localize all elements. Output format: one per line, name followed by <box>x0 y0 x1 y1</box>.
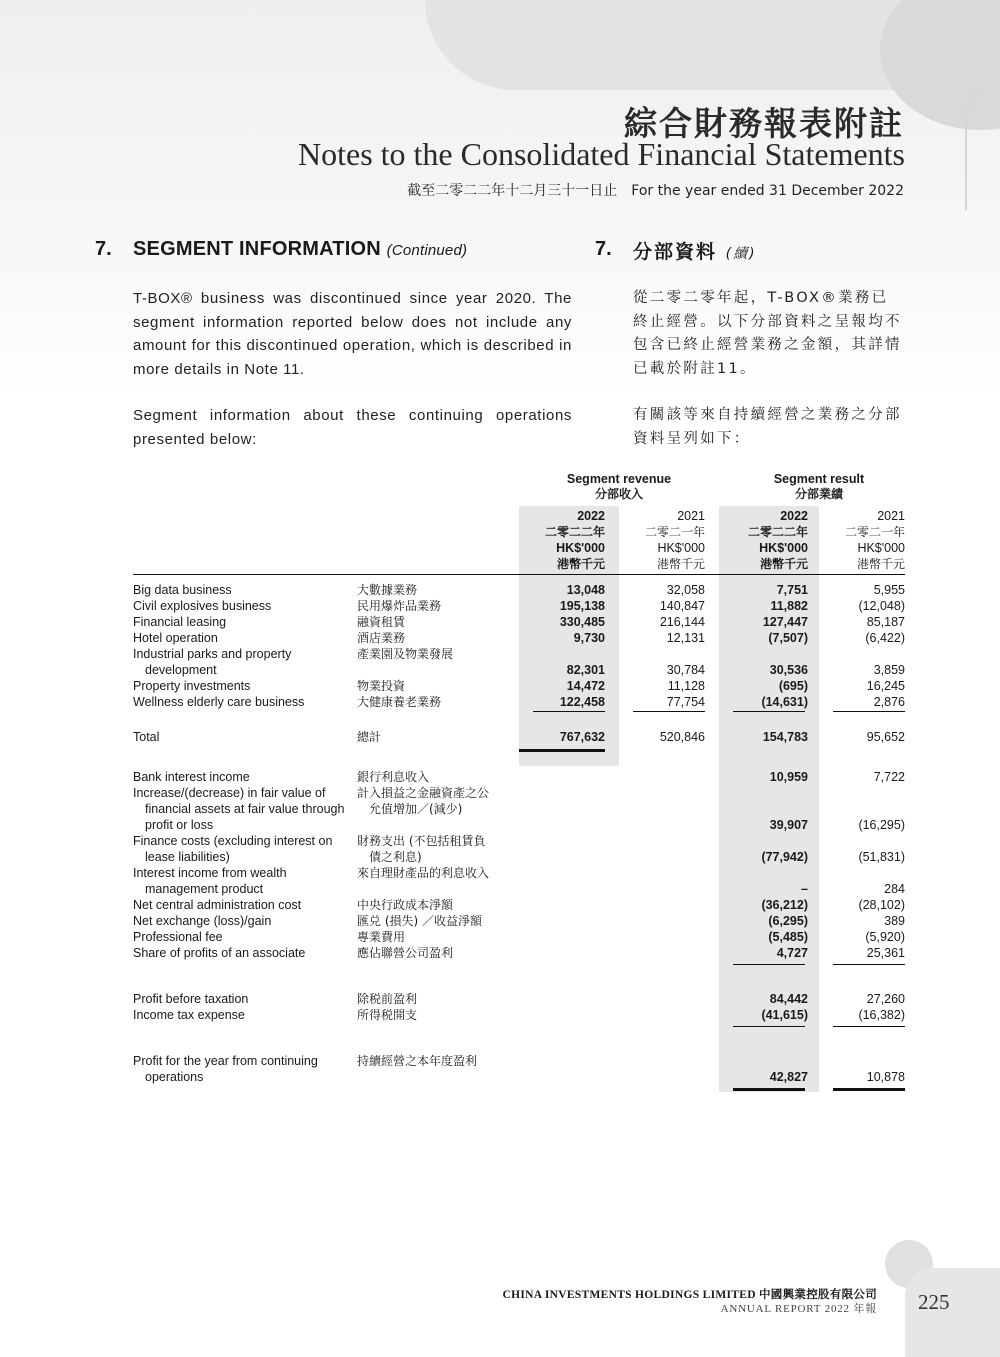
header-decor-line <box>965 80 1000 210</box>
row-value: 7,751 <box>776 583 808 597</box>
row-label-en <box>133 865 353 897</box>
row-value: (14,631) <box>761 695 808 709</box>
row-value: 10,959 <box>769 770 808 784</box>
column-year: 2021 <box>877 509 905 523</box>
row-label-line: development <box>145 663 217 677</box>
row-label-en <box>133 785 353 833</box>
column-unit-cn: 港幣千元 <box>656 557 705 571</box>
group-heading-revenue <box>545 472 693 502</box>
row-value: 39,907 <box>769 818 808 832</box>
row-label-en: Bank interest income <box>133 770 250 784</box>
column-year: 2022 <box>577 509 605 523</box>
row-label-cn: 酒店業務 <box>357 631 406 645</box>
row-label-en: Total <box>133 730 160 744</box>
row-value: (36,212) <box>761 898 808 912</box>
row-value: 12,131 <box>666 631 705 645</box>
column-year-cn: 二零二二年 <box>544 525 605 539</box>
subtotal-rule <box>533 711 605 712</box>
section-title-en-text: SEGMENT INFORMATION <box>133 238 381 260</box>
row-value: 216,144 <box>659 615 705 629</box>
paragraph-en-1: T-BOX® business was discontinued since year 2020. The segment information reported below does not include any amount for this discontinued operation, which is described in more details in Note 11. <box>133 290 572 378</box>
row-value: 284 <box>884 882 905 896</box>
row-value: (16,295) <box>858 818 905 832</box>
row-label-line: lease liabilities) <box>145 850 230 864</box>
column-unit-cn: 港幣千元 <box>556 557 605 571</box>
column-unit-cn: 港幣千元 <box>856 557 905 571</box>
row-label-line: 允值增加／(減少) <box>369 802 463 816</box>
row-label-en: Civil explosives business <box>133 599 272 613</box>
row-label-cn: 所得税開支 <box>357 1008 418 1022</box>
row-value: 16,245 <box>866 679 905 693</box>
page-title-en: Notes to the Consolidated Financial Statements <box>297 136 905 172</box>
subtotal-rule <box>833 964 905 965</box>
row-label-cn: 來自理財產品的利息收入 <box>357 866 490 880</box>
row-value: (6,422) <box>865 631 905 645</box>
row-label-cn: 除税前盈利 <box>357 992 418 1006</box>
row-label-en: Financial leasing <box>133 615 227 629</box>
row-label-line: 債之利息) <box>369 850 422 864</box>
section-continued-cn: (續) <box>725 246 757 262</box>
row-value: 77,754 <box>666 695 705 709</box>
footer-company-name: CHINA INVESTMENTS HOLDINGS LIMITED 中國興業控股有限公司 <box>502 1289 877 1301</box>
row-value: 11,128 <box>667 679 705 693</box>
row-label-line: Industrial parks and property <box>133 647 292 661</box>
column-year-cn: 二零二一年 <box>844 525 905 539</box>
row-label-cn: 應佔聯營公司盈利 <box>357 946 454 960</box>
column-unit-cn: 港幣千元 <box>759 557 808 571</box>
paragraph-cn-1: 從二零二零年起，T-BOX®業務已終止經營。以下分部資料之呈報均不包含已終止經營業務之金額，其詳情已載於附註11。 <box>633 290 902 377</box>
group-heading-result <box>745 472 893 502</box>
section-title-en <box>133 238 467 261</box>
row-label-en: Hotel operation <box>133 631 218 645</box>
row-value: 10,878 <box>866 1070 905 1084</box>
row-label-en: Net central administration cost <box>133 898 302 912</box>
row-label-cn: 持續經營之本年度盈利 <box>357 1054 478 1068</box>
row-label-en: Property investments <box>133 679 251 693</box>
row-value: 7,722 <box>873 770 905 784</box>
total-double-rule <box>833 1088 905 1091</box>
row-label-line: Profit for the year from continuing <box>133 1054 318 1068</box>
row-label-cn: 大數據業務 <box>357 583 418 597</box>
column-unit: HK$'000 <box>657 541 705 555</box>
row-label-en <box>133 646 353 678</box>
footer-report-name: ANNUAL REPORT 2022 年報 <box>720 1303 877 1315</box>
column-heading <box>815 508 905 572</box>
row-value: 25,361 <box>866 946 905 960</box>
row-label-en: Wellness elderly care business <box>133 695 305 709</box>
row-value: 330,485 <box>559 615 605 629</box>
section-number-cn: 7. <box>595 238 612 260</box>
column-year: 2022 <box>780 509 808 523</box>
row-value: 122,458 <box>559 695 605 709</box>
row-label-en: Net exchange (loss)/gain <box>133 914 272 928</box>
row-value: 195,138 <box>559 599 605 613</box>
row-value: 9,730 <box>573 631 605 645</box>
row-value: 32,058 <box>666 583 705 597</box>
subtotal-rule <box>633 711 705 712</box>
total-value: 767,632 <box>559 730 605 744</box>
page-number: 225 <box>918 1290 950 1314</box>
column-unit: HK$'000 <box>857 541 905 555</box>
row-value: (28,102) <box>858 898 905 912</box>
column-unit: HK$'000 <box>556 541 605 555</box>
row-value: 30,536 <box>769 663 808 677</box>
row-value: 30,784 <box>666 663 705 677</box>
row-value: (5,920) <box>865 930 905 944</box>
row-value: (12,048) <box>858 599 905 613</box>
row-label-line: operations <box>145 1070 204 1084</box>
row-value: 140,847 <box>659 599 705 613</box>
table-header-rule <box>133 574 905 575</box>
row-label-cn: 物業投資 <box>357 679 406 693</box>
row-label-line: Finance costs (excluding interest on <box>133 834 333 848</box>
section-title-cn-text: 分部資料 <box>633 241 718 263</box>
page-subtitle: 截至二零二二年十二月三十一日止 For the year ended 31 December 2022 <box>407 183 904 199</box>
row-label-cn: 大健康養老業務 <box>357 695 442 709</box>
column-heading <box>615 508 705 572</box>
row-value: 11,882 <box>770 599 808 613</box>
row-value: 389 <box>884 914 905 928</box>
row-label-cn: 專業費用 <box>357 930 406 944</box>
row-label-en: Big data business <box>133 583 232 597</box>
row-label-cn <box>357 833 517 865</box>
row-label-cn: 產業園及物業發展 <box>357 647 454 661</box>
row-label-en: Profit before taxation <box>133 992 249 1006</box>
row-value: (51,831) <box>858 850 905 864</box>
row-label-line: 計入損益之金融資產之公 <box>357 786 490 800</box>
total-double-rule <box>519 749 605 752</box>
group-heading-result-en: Segment result <box>773 472 865 486</box>
row-value: (695) <box>778 679 808 693</box>
column-heading <box>718 508 808 572</box>
column-unit: HK$'000 <box>759 541 808 555</box>
group-heading-revenue-en: Segment revenue <box>566 472 672 486</box>
row-label-line: financial assets at fair value through <box>145 802 345 816</box>
subtotal-rule <box>833 711 905 712</box>
row-value: – <box>801 882 808 896</box>
row-label-line: profit or loss <box>145 818 214 832</box>
row-value: 4,727 <box>776 946 808 960</box>
row-label-cn: 民用爆炸品業務 <box>357 599 442 613</box>
row-label-cn: 中央行政成本淨額 <box>357 898 454 912</box>
subtotal-rule <box>733 711 805 712</box>
row-label-cn <box>357 785 517 817</box>
row-label-cn: 銀行利息收入 <box>357 770 430 784</box>
total-value: 520,846 <box>659 730 705 744</box>
paragraph-cn-2: 有關該等來自持續經營之業務之分部資料呈列如下： <box>633 407 902 447</box>
column-year: 2021 <box>677 509 705 523</box>
row-value: (5,485) <box>768 930 808 944</box>
group-heading-result-cn: 分部業績 <box>794 487 843 501</box>
row-label-cn: 融資租賃 <box>357 615 406 629</box>
page-title-cn: 綜合財務報表附註 <box>624 104 904 143</box>
subtotal-rule <box>733 964 805 965</box>
row-label-cn: 總計 <box>357 730 382 744</box>
row-value: (41,615) <box>761 1008 808 1022</box>
row-label-en: Income tax expense <box>133 1008 245 1022</box>
row-label-line: Interest income from wealth <box>133 866 287 880</box>
row-value: 84,442 <box>769 992 808 1006</box>
row-label-cn: 匯兑 (損失) ／收益淨額 <box>357 914 482 928</box>
row-value: 127,447 <box>762 615 808 629</box>
row-value: 82,301 <box>566 663 605 677</box>
subtotal-rule <box>733 1026 805 1027</box>
row-value: (6,295) <box>768 914 808 928</box>
subtotal-rule <box>833 1026 905 1027</box>
row-label-line: management product <box>145 882 264 896</box>
section-continued-en: (Continued) <box>386 242 468 259</box>
section-number-en: 7. <box>95 238 112 260</box>
row-value: (77,942) <box>761 850 808 864</box>
row-value: 85,187 <box>866 615 905 629</box>
row-value: (16,382) <box>858 1008 905 1022</box>
section-title-cn <box>633 237 757 264</box>
row-value: 2,876 <box>873 695 905 709</box>
row-value: 14,472 <box>566 679 605 693</box>
row-value: (7,507) <box>768 631 808 645</box>
total-double-rule <box>733 1088 805 1091</box>
column-year-cn: 二零二二年 <box>747 525 808 539</box>
column-year-cn: 二零二一年 <box>644 525 705 539</box>
row-value: 5,955 <box>873 583 905 597</box>
paragraph-en-2: Segment information about these continuing operations presented below: <box>133 407 572 448</box>
row-label-en: Professional fee <box>133 930 223 944</box>
group-heading-revenue-cn: 分部收入 <box>594 487 643 501</box>
row-value: 42,827 <box>769 1070 808 1084</box>
row-label-en: Share of profits of an associate <box>133 946 306 960</box>
row-label-en <box>133 833 353 865</box>
total-value: 154,783 <box>762 730 808 744</box>
total-value: 95,652 <box>866 730 905 744</box>
row-label-line: Increase/(decrease) in fair value of <box>133 786 326 800</box>
row-value: 13,048 <box>566 583 605 597</box>
row-value: 27,260 <box>866 992 905 1006</box>
row-label-line: 財務支出 (不包括租賃負 <box>357 834 486 848</box>
row-label-en <box>133 1053 353 1085</box>
row-value: 3,859 <box>873 663 905 677</box>
column-heading <box>515 508 605 572</box>
